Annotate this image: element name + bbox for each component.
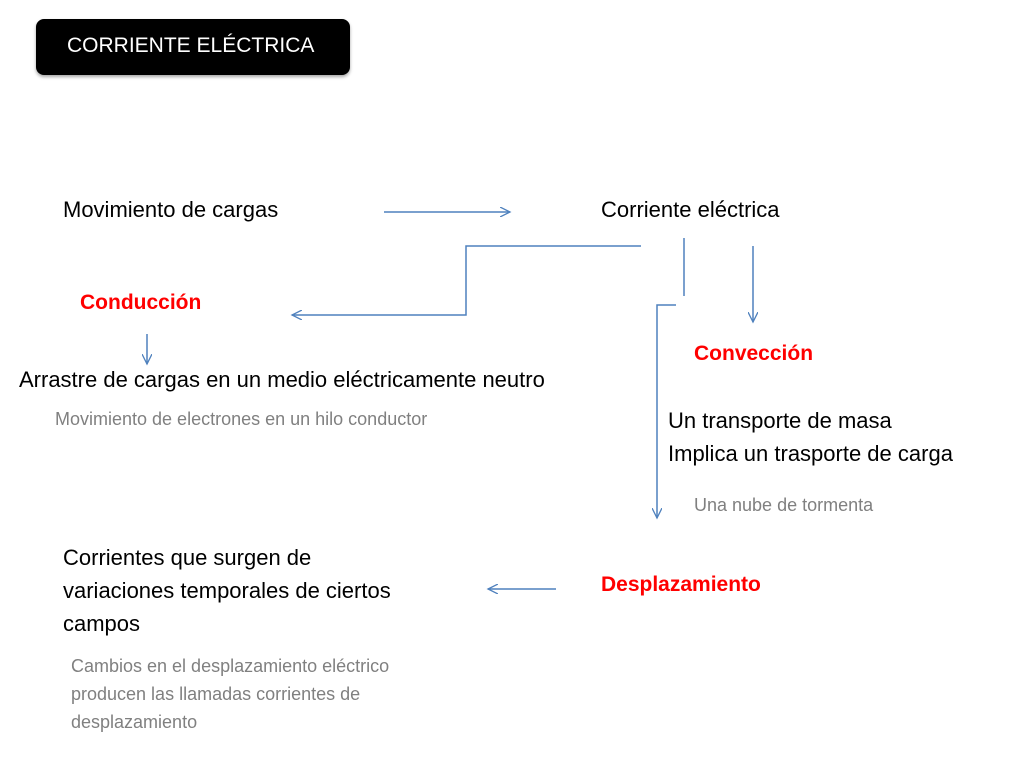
conduction-example: Movimiento de electrones en un hilo conductor <box>55 409 428 429</box>
conduction-label: Conducción <box>80 291 202 314</box>
arrow-current-to-conduction <box>292 246 641 315</box>
convection-definition <box>668 404 953 470</box>
displacement-definition-line: Corrientes que surgen de <box>63 545 312 570</box>
convection-example: Una nube de tormenta <box>694 495 874 515</box>
conduction-definition: Arrastre de cargas en un medio eléctricamente neutro <box>19 367 545 392</box>
displacement-definition-line: campos <box>63 611 141 636</box>
convection-definition-line: Implica un trasporte de carga <box>668 441 953 466</box>
node-movement: Movimiento de cargas <box>63 197 279 222</box>
node-current: Corriente eléctrica <box>601 197 780 222</box>
displacement-label: Desplazamiento <box>601 573 761 596</box>
displacement-example <box>71 652 389 736</box>
displacement-example-line: producen las llamadas corrientes de <box>71 684 361 704</box>
displacement-example-line: Cambios en el desplazamiento eléctrico <box>71 656 390 676</box>
displacement-definition <box>63 541 391 640</box>
convection-definition-line: Un transporte de masa <box>668 408 892 433</box>
convection-label: Convección <box>694 342 814 365</box>
displacement-example-line: desplazamiento <box>71 712 198 732</box>
displacement-definition-line: variaciones temporales de ciertos <box>63 578 391 603</box>
page-title: CORRIENTE ELÉCTRICA <box>67 34 315 57</box>
